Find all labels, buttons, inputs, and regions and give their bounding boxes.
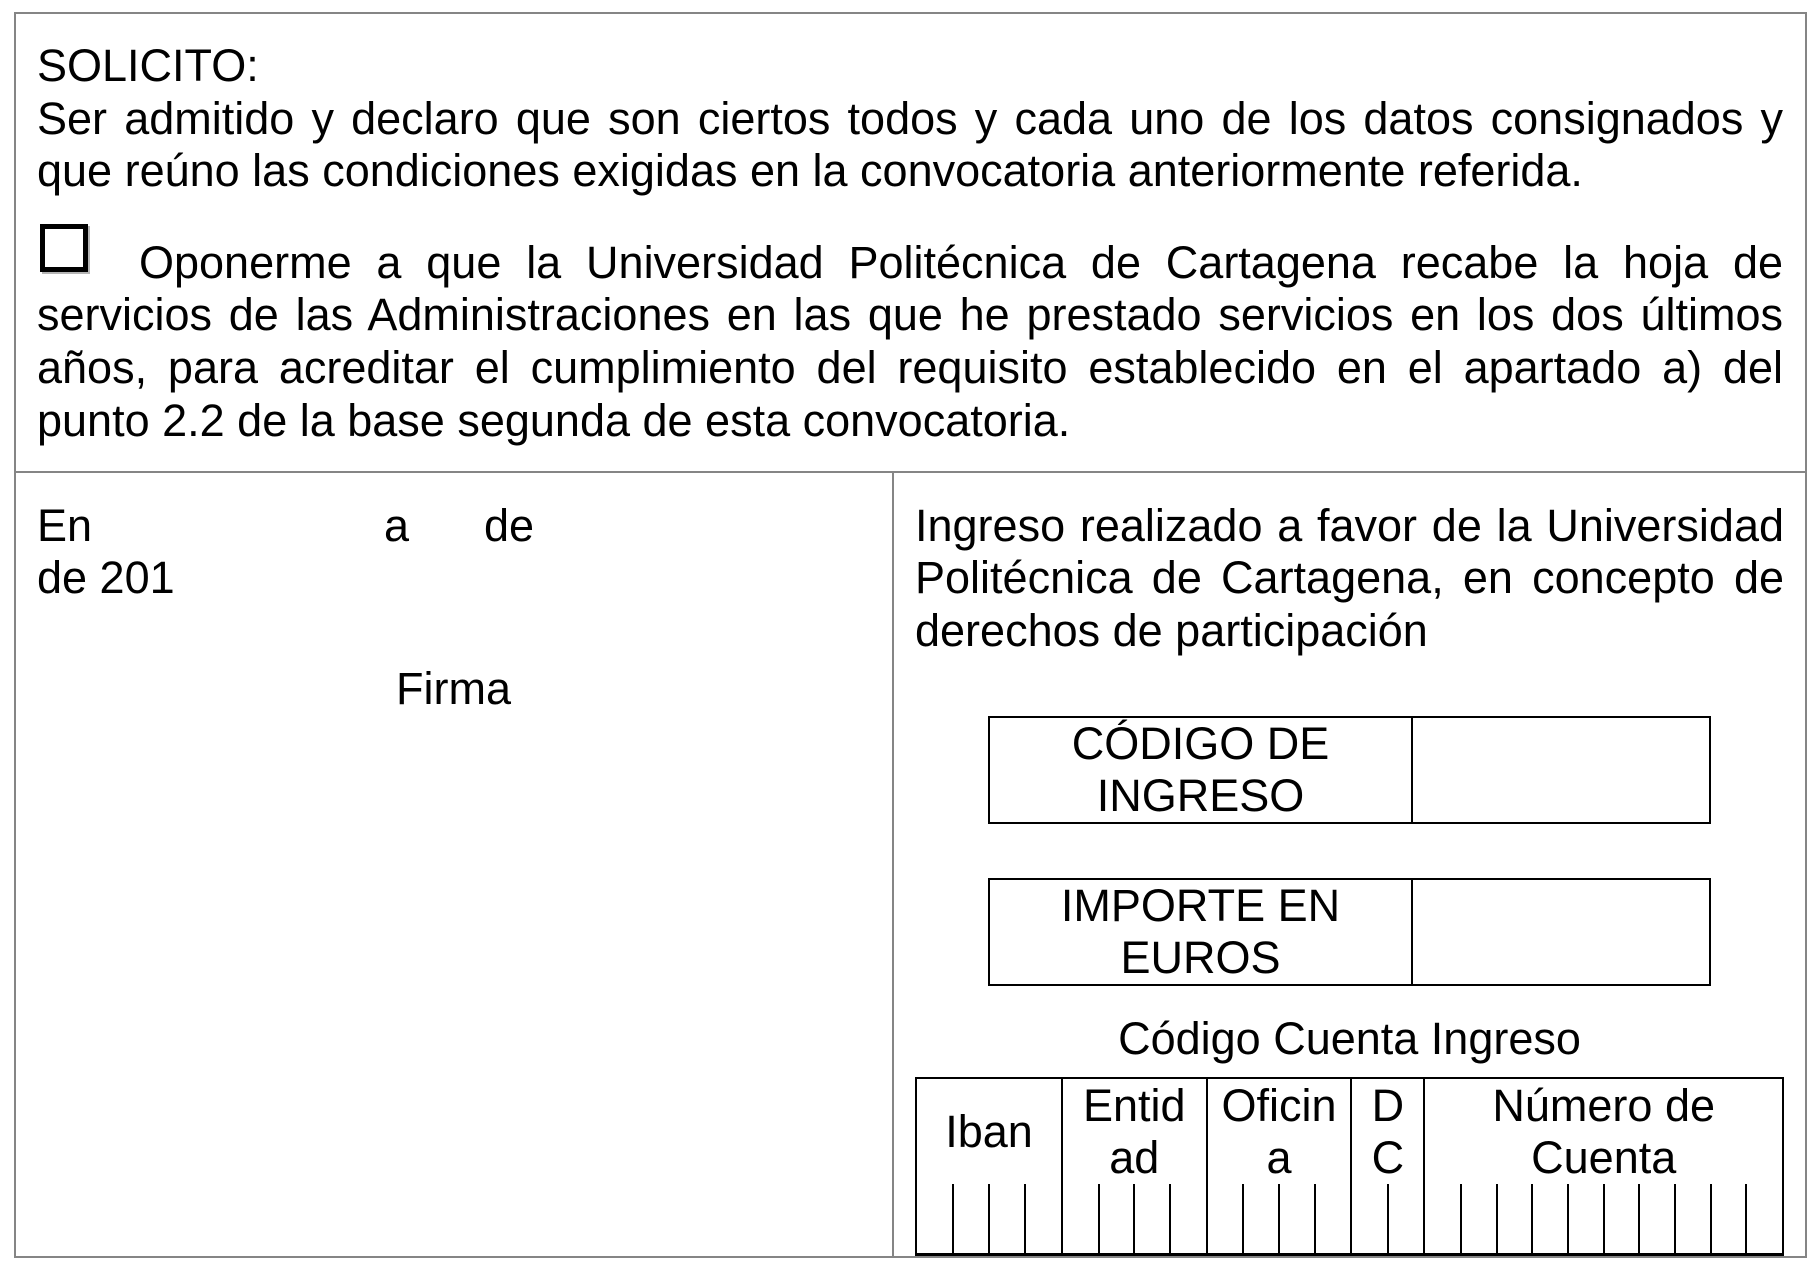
date-month-label: de [484,499,535,551]
iban-digits-field[interactable] [917,1184,1061,1253]
oposicion-text-line: punto 2.2 de la base segunda de esta convocatoria. [37,394,1071,446]
solicito-text-line: que reúno las condiciones exigidas en la convocatoria anteriormente referida. [37,145,1583,197]
oposicion-text-line: servicios de las Administraciones en las que he prestado servicios en los dos últimos [37,289,1783,341]
digit-separator [952,1184,954,1253]
column-divider [892,472,894,1258]
numero-cuenta-digits-field[interactable] [1425,1184,1782,1253]
account-code-title: Código Cuenta Ingreso [1118,1012,1581,1064]
section-divider [14,471,1807,473]
column-header-line: Oficin [1221,1079,1337,1131]
payment-text-line: Ingreso realizado a favor de la Universidad [915,499,1784,551]
digit-separator [1745,1184,1747,1253]
dc-digits-field[interactable] [1352,1184,1423,1253]
oponerme-checkbox[interactable] [40,224,88,272]
digit-separator [1024,1184,1026,1253]
payment-code-box [988,716,1711,824]
column-header [1352,1079,1423,1184]
entidad-digits-field[interactable] [1063,1184,1206,1253]
digit-separator [1098,1184,1100,1253]
account-column-numero [1423,1079,1782,1253]
solicito-heading: SOLICITO: [37,40,259,91]
date-year-label: de 201 [37,552,175,604]
digit-separator [1242,1184,1244,1253]
column-header [1425,1079,1782,1184]
digit-separator [1531,1184,1533,1253]
oposicion-text-line: Oponerme a que la Universidad Politécnica de Cartagena recabe la hoja de [139,236,1783,288]
column-header [1063,1079,1206,1184]
column-header-line: Cuenta [1531,1131,1677,1183]
digit-separator [1496,1184,1498,1253]
payment-code-label-line: CÓDIGO DE [1071,718,1330,769]
column-header-line: ad [1109,1131,1160,1183]
amount-label-line: EUROS [1120,932,1281,983]
date-day-label: a [384,499,410,551]
digit-separator [1710,1184,1712,1253]
digit-separator [1638,1184,1640,1253]
column-header [917,1079,1061,1184]
digit-separator [1169,1184,1171,1253]
account-column-dc [1350,1079,1423,1253]
place-label: En [37,499,93,551]
amount-box [988,878,1711,986]
column-header-line: Entid [1083,1079,1186,1131]
oposicion-text-line: años, para acreditar el cumplimiento del requisito establecido en el apartado a) del [37,341,1783,393]
digit-separator [1387,1184,1389,1253]
account-code-table [915,1077,1784,1256]
account-column-iban [917,1079,1061,1253]
signature-label: Firma [396,662,511,714]
payment-text-line: derechos de participación [915,604,1428,656]
digit-separator [1567,1184,1569,1253]
column-header-line: D [1371,1079,1405,1131]
digit-separator [1133,1184,1135,1253]
amount-field[interactable] [1413,880,1709,984]
solicito-text-line: Ser admitido y declaro que son ciertos todos y cada uno de los datos consignados y [37,92,1783,144]
column-header-line: a [1266,1131,1292,1183]
digit-separator [1278,1184,1280,1253]
column-header-line: Iban [945,1105,1033,1157]
payment-code-label [990,718,1413,822]
digit-separator [1314,1184,1316,1253]
digit-separator [1603,1184,1605,1253]
payment-code-label-line: INGRESO [1096,770,1305,821]
oficina-digits-field[interactable] [1208,1184,1351,1253]
account-column-oficina [1206,1079,1351,1253]
digit-separator [1674,1184,1676,1253]
amount-label [990,880,1413,984]
digit-separator [988,1184,990,1253]
payment-code-field[interactable] [1413,718,1709,822]
column-header-line: C [1371,1131,1405,1183]
column-header-line: Número de [1492,1079,1715,1131]
column-header [1208,1079,1351,1184]
payment-text-line: Politécnica de Cartagena, en concepto de [915,552,1784,604]
digit-separator [1460,1184,1462,1253]
account-column-entidad [1061,1079,1206,1253]
amount-label-line: IMPORTE EN [1060,880,1341,931]
